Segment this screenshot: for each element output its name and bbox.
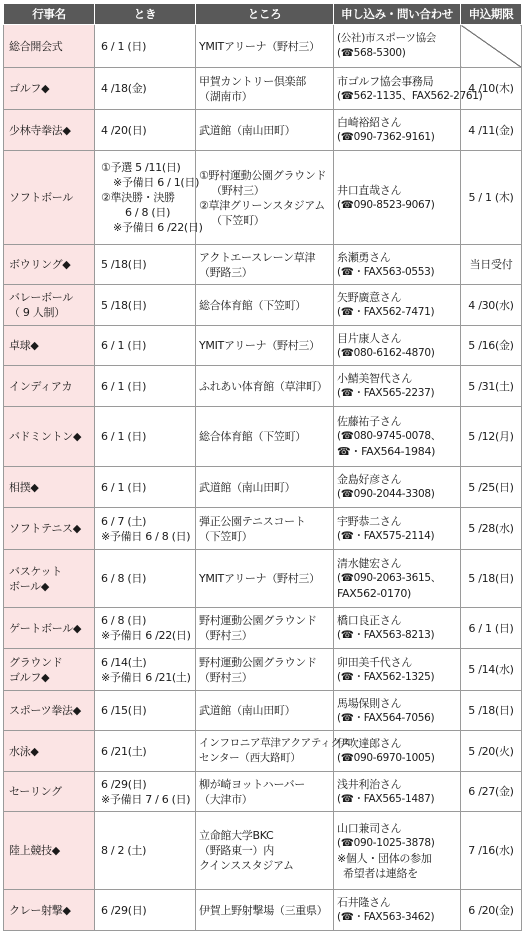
date-cell <box>95 467 196 508</box>
date-cell-line: 6 /29(日) <box>101 903 147 917</box>
event-name-cell <box>4 508 95 550</box>
deadline-cell <box>461 151 522 245</box>
contact-cell <box>334 550 461 608</box>
date-cell-line: ※予備日 6 /22(日) <box>101 629 191 642</box>
table-row <box>4 151 522 245</box>
deadline-cell-line: 5 /12(月) <box>468 430 514 443</box>
event-name-cell-line: 総合開会式 <box>9 39 63 53</box>
contact-cell-line: (☎080-6162-4870) <box>337 346 435 359</box>
date-cell <box>95 151 203 245</box>
place-cell <box>196 407 334 467</box>
date-cell-line: 8 / 2 (土) <box>101 844 147 857</box>
contact-cell-line: 糸瀬勇さん <box>337 250 391 264</box>
place-cell-line: （野路三） <box>199 265 253 279</box>
event-name-cell-line: ボウリング◆ <box>9 258 71 271</box>
contact-cell <box>334 25 461 68</box>
date-cell-line: ①予選 5 /11(日) <box>101 161 181 174</box>
place-cell <box>196 326 334 366</box>
contact-cell-line: 小鯖美智代さん <box>337 372 412 385</box>
date-cell-line: 6 / 7 (土) <box>101 514 147 528</box>
contact-cell-line: (☎・FAX563-0553) <box>337 265 435 278</box>
table-body <box>4 25 522 931</box>
deadline-cell <box>461 285 522 326</box>
place-cell-line: クインススタジアム <box>199 859 294 872</box>
table-row <box>4 691 522 731</box>
deadline-cell-line: 当日受付 <box>469 258 513 271</box>
contact-cell-line: (☎090-2044-3308) <box>337 488 435 500</box>
header-place: ところ <box>196 4 334 25</box>
place-cell <box>196 245 334 285</box>
table-row <box>4 890 522 931</box>
contact-cell <box>334 245 461 285</box>
table-row <box>4 772 522 812</box>
contact-cell <box>334 68 483 110</box>
event-name-cell <box>4 25 95 68</box>
place-cell-line: YMITアリーナ（野村三） <box>199 39 320 53</box>
event-name-cell-line: （ 9 人制） <box>9 306 65 319</box>
place-cell-line: 武道館（南山田町） <box>199 480 296 494</box>
date-cell <box>95 691 196 731</box>
deadline-cell-line: 4 /11(金) <box>468 123 514 137</box>
date-cell-line: ②準決勝・決勝 <box>101 191 175 204</box>
event-name-cell-line: 少林寺拳法◆ <box>9 123 71 137</box>
date-cell-line: 6 / 8 (日) <box>125 206 171 219</box>
deadline-cell <box>461 731 522 772</box>
contact-cell-line: ※個人・団体の参加 <box>337 851 432 865</box>
contact-cell-line: 佐藤祐子さん <box>337 415 402 428</box>
event-name-cell <box>4 772 95 812</box>
table-row <box>4 245 522 285</box>
deadline-cell <box>461 68 522 110</box>
date-cell <box>95 812 196 890</box>
date-cell-line: 5 /18(日) <box>101 298 147 312</box>
table-row <box>4 25 522 68</box>
date-cell <box>95 326 196 366</box>
deadline-cell <box>461 550 522 608</box>
date-cell <box>95 25 196 68</box>
table-row <box>4 110 522 151</box>
deadline-cell <box>461 110 522 151</box>
event-schedule <box>3 3 521 931</box>
deadline-cell-line: 4 /10(木) <box>468 82 514 95</box>
event-name-cell <box>4 366 95 407</box>
place-cell <box>196 110 334 151</box>
event-name-cell <box>4 245 95 285</box>
place-cell-line: 柳が崎ヨットハーバー <box>199 777 306 791</box>
deadline-cell-line: 6 /27(金) <box>468 785 514 798</box>
deadline-cell <box>461 25 522 68</box>
contact-cell-line: (☎・FAX563-8213) <box>337 629 435 641</box>
table-row <box>4 467 522 508</box>
date-cell-line: 6 / 1 (日) <box>101 480 147 494</box>
date-cell-line: 5 /18(日) <box>101 258 147 271</box>
deadline-cell-line: 5 /28(水) <box>468 522 514 535</box>
contact-cell <box>334 731 461 772</box>
event-name-cell-line: ボール◆ <box>9 579 50 593</box>
date-cell <box>95 245 196 285</box>
deadline-cell-line: 5 /18(日) <box>468 572 514 585</box>
date-cell-line: 6 / 1 (日) <box>101 379 147 393</box>
event-name-cell-line: ソフトボール <box>9 191 73 204</box>
deadline-cell <box>461 691 522 731</box>
place-cell-line: （湖南市） <box>199 89 253 103</box>
place-cell-line: ふれあい体育館（草津町） <box>199 379 328 393</box>
date-cell-line: ※予備日 7 / 6 (日) <box>101 792 191 806</box>
date-cell-line: ※予備日 6 / 1(日) <box>113 176 200 189</box>
event-name-cell-line: 相撲◆ <box>9 480 39 494</box>
date-cell-line: 4 /20(日) <box>101 123 147 137</box>
date-cell <box>95 731 196 772</box>
date-cell-line: 6 / 8 (日) <box>101 572 147 585</box>
place-cell-line: （下笠町） <box>199 529 253 543</box>
date-cell-line: 6 /21(土) <box>101 744 147 758</box>
place-cell <box>196 608 334 649</box>
place-cell <box>196 508 334 550</box>
deadline-cell-line: 6 /20(金) <box>468 903 514 917</box>
place-cell <box>196 285 334 326</box>
date-cell-line: 6 / 1 (日) <box>101 430 147 443</box>
header-deadline: 申込期限 <box>461 4 522 25</box>
contact-cell-line: 宇野恭二さん <box>337 514 402 528</box>
date-cell-line: ※予備日 6 /21(土) <box>101 670 191 684</box>
contact-cell <box>334 812 461 890</box>
event-name-cell-line: ゴルフ◆ <box>9 670 50 684</box>
table-row <box>4 731 522 772</box>
table-row <box>4 407 522 467</box>
date-cell-line: 6 / 8 (日) <box>101 614 147 627</box>
date-cell <box>95 407 196 467</box>
event-name-cell <box>4 649 95 691</box>
place-cell <box>196 731 351 772</box>
contact-cell-line: 伊吹達郎さん <box>337 737 402 750</box>
contact-cell-line: 市ゴルフ協会事務局 <box>337 74 434 88</box>
event-name-cell <box>4 812 95 890</box>
deadline-cell <box>461 245 522 285</box>
contact-cell-line: (☎090-6970-1005) <box>337 752 435 764</box>
event-name-cell-line: バレーボール <box>9 291 73 304</box>
deadline-cell-line: 5 /25(日) <box>468 480 514 494</box>
place-cell-line: 野村運動公園グラウンド <box>199 655 317 669</box>
deadline-cell <box>461 890 522 931</box>
table-row <box>4 68 522 110</box>
contact-cell <box>334 890 461 931</box>
place-cell <box>196 772 334 812</box>
deadline-cell-line: 5 /14(水) <box>468 663 514 676</box>
date-cell-line: 6 /14(土) <box>101 655 147 669</box>
contact-cell-line: 矢野廣意さん <box>337 291 402 304</box>
contact-cell <box>334 110 461 151</box>
event-name-cell-line: ゴルフ◆ <box>9 82 50 95</box>
place-cell-line: 総合体育館（下笠町） <box>199 430 306 443</box>
contact-cell-line: 山口兼司さん <box>337 821 402 835</box>
date-cell <box>95 508 196 550</box>
event-name-cell-line: ソフトテニス◆ <box>9 522 81 535</box>
table-header-row <box>4 4 522 25</box>
event-name-cell-line: 水泳◆ <box>9 744 39 758</box>
table-row <box>4 285 522 326</box>
event-name-cell <box>4 110 95 151</box>
table-row <box>4 649 522 691</box>
place-cell-line: 甲賀カントリー倶楽部 <box>199 74 306 88</box>
event-name-cell-line: バスケット <box>9 564 62 578</box>
event-name-cell-line: ゲートボール◆ <box>9 621 82 635</box>
deadline-cell-line: 5 /31(土) <box>468 379 514 393</box>
header-contact: 申し込み・問い合わせ <box>334 4 461 25</box>
contact-cell-line: 清水健宏さん <box>337 557 402 570</box>
place-cell <box>196 25 334 68</box>
date-cell <box>95 550 196 608</box>
event-name-cell-line: インディアカ <box>9 379 73 393</box>
contact-cell-line: 金島好彦さん <box>337 473 402 486</box>
contact-cell-line: (☎562-1135、FAX562-2761) <box>337 89 483 102</box>
place-cell <box>196 890 334 931</box>
event-name-cell <box>4 691 95 731</box>
deadline-cell <box>461 407 522 467</box>
event-name-cell-line: スポーツ拳法◆ <box>9 704 81 717</box>
deadline-cell <box>461 772 522 812</box>
event-name-cell <box>4 151 95 245</box>
place-cell-line: インフロニア草津アクアティクス <box>199 737 351 749</box>
deadline-cell-line: 5 /18(日) <box>468 704 514 717</box>
place-cell-line: （野村三） <box>211 183 265 197</box>
deadline-cell <box>461 508 522 550</box>
event-name-cell <box>4 890 95 931</box>
deadline-cell <box>461 326 522 366</box>
contact-cell-line: 浅井利治さん <box>337 777 402 791</box>
date-cell <box>95 110 196 151</box>
date-cell <box>95 366 196 407</box>
contact-cell-line: (☎090-2063-3615、 <box>337 572 441 584</box>
contact-cell-line: 石井隆さん <box>337 896 391 909</box>
place-cell-line: 弾正公園テニスコート <box>199 514 306 528</box>
place-cell-line: ②草津グリーンスタジアム <box>199 198 325 212</box>
contact-cell <box>334 691 461 731</box>
place-cell-line: 野村運動公園グラウンド <box>199 614 317 627</box>
deadline-cell <box>461 608 522 649</box>
place-cell <box>196 366 334 407</box>
place-cell-line: 武道館（南山田町） <box>199 123 296 137</box>
contact-cell-line: (☎・FAX565-1487) <box>337 792 435 805</box>
place-cell-line: 立命館大学BKC <box>199 829 274 842</box>
date-cell <box>95 68 196 110</box>
deadline-cell-line: 6 / 1 (日) <box>468 621 514 635</box>
event-name-cell <box>4 550 95 608</box>
place-cell-line: （野路東一）内 <box>199 844 274 857</box>
date-cell <box>95 649 196 691</box>
contact-cell <box>334 151 461 245</box>
deadline-cell-line: 4 /30(水) <box>468 298 514 312</box>
date-cell-line: 6 / 1 (日) <box>101 39 147 53</box>
contact-cell-line: (☎・FAX575-2114) <box>337 529 435 542</box>
contact-cell <box>334 285 461 326</box>
deadline-cell <box>461 467 522 508</box>
date-cell-line: ※予備日 6 /22(日) <box>113 221 203 234</box>
contact-cell-line: (☎・FAX565-2237) <box>337 387 435 399</box>
contact-cell-line: 橋口良正さん <box>337 614 402 627</box>
place-cell-line: センター（西大路町） <box>199 752 301 764</box>
table-row <box>4 508 522 550</box>
contact-cell-line: (☎・FAX562-1325) <box>337 670 435 683</box>
contact-cell-line: (☎080-9745-0078、 <box>337 430 441 442</box>
place-cell <box>196 691 334 731</box>
place-cell-line: （野村三） <box>199 629 253 642</box>
date-cell-line: 6 /15(日) <box>101 704 147 717</box>
event-name-cell-line: 陸上競技◆ <box>9 844 60 857</box>
contact-cell-line: ☎・FAX564-1984) <box>337 445 436 458</box>
date-cell <box>95 890 196 931</box>
place-cell-line: （野村三） <box>199 670 253 684</box>
deadline-cell-line: 5 /20(火) <box>468 744 514 758</box>
contact-cell-line: 卯田美千代さん <box>337 655 412 669</box>
contact-cell <box>334 326 461 366</box>
contact-cell-line: (☎090-8523-9067) <box>337 198 435 211</box>
contact-cell-line: 目片康人さん <box>337 331 402 345</box>
event-name-cell-line: クレー射撃◆ <box>9 903 71 917</box>
date-cell-line: ※予備日 6 / 8 (日) <box>101 529 191 543</box>
contact-cell <box>334 608 461 649</box>
place-cell-line: ①野村運動公園グラウンド <box>199 168 327 182</box>
contact-cell-line: FAX562-0170) <box>337 587 412 600</box>
contact-cell-line: 希望者は連絡を <box>343 866 418 880</box>
place-cell <box>196 649 334 691</box>
header-event-name: 行事名 <box>4 4 95 25</box>
deadline-cell-line: 5 / 1 (木) <box>468 191 514 204</box>
event-name-cell <box>4 326 95 366</box>
place-cell <box>196 467 334 508</box>
place-cell-line: 伊賀上野射撃場（三重県） <box>199 903 328 917</box>
contact-cell <box>334 467 461 508</box>
place-cell-line: 武道館（南山田町） <box>199 704 296 717</box>
place-cell-line: YMITアリーナ（野村三） <box>199 572 320 585</box>
contact-cell-line: (☎・FAX563-3462) <box>337 911 435 923</box>
deadline-cell-line: 7 /16(水) <box>468 844 514 857</box>
contact-cell <box>334 407 461 467</box>
contact-cell <box>334 649 461 691</box>
date-cell-line: 6 /29(日) <box>101 777 147 791</box>
place-cell-line: （大津市） <box>199 792 253 806</box>
contact-cell-line: (☎090-7362-9161) <box>337 131 435 143</box>
deadline-cell-line: 5 /16(金) <box>468 339 514 352</box>
place-cell <box>196 550 334 608</box>
event-name-cell-line: グラウンド <box>9 655 63 669</box>
date-cell <box>95 772 196 812</box>
table-row <box>4 812 522 890</box>
table-row <box>4 608 522 649</box>
contact-cell-line: (公社)市スポーツ協会 <box>337 32 436 44</box>
event-name-cell <box>4 608 95 649</box>
contact-cell-line: (☎・FAX562-7471) <box>337 306 435 318</box>
contact-cell <box>334 772 461 812</box>
place-cell-line: YMITアリーナ（野村三） <box>199 339 320 352</box>
deadline-cell <box>461 649 522 691</box>
date-cell-line: 6 / 1 (日) <box>101 339 147 352</box>
contact-cell-line: 白崎裕紹さん <box>337 116 402 129</box>
date-cell <box>95 608 196 649</box>
event-name-cell-line: 卓球◆ <box>9 339 39 352</box>
contact-cell-line: (☎090-1025-3878) <box>337 836 435 849</box>
header-date: とき <box>95 4 196 25</box>
place-cell <box>196 812 334 890</box>
table-row <box>4 550 522 608</box>
contact-cell-line: 馬場保則さん <box>337 696 402 710</box>
event-name-cell-line: バドミントン◆ <box>9 430 82 443</box>
event-name-cell <box>4 407 95 467</box>
event-name-cell <box>4 68 95 110</box>
contact-cell-line: (☎・FAX564-7056) <box>337 711 435 724</box>
event-name-cell <box>4 731 95 772</box>
contact-cell-line: (☎568-5300) <box>337 47 406 59</box>
contact-cell <box>334 366 461 407</box>
place-cell-line: 総合体育館（下笠町） <box>199 298 306 312</box>
event-name-cell <box>4 467 95 508</box>
place-cell-line: （下笠町） <box>211 213 265 227</box>
deadline-cell <box>461 366 522 407</box>
contact-cell-line: 井口直哉さん <box>337 183 402 197</box>
place-cell-line: アクトエースレーン草津 <box>199 250 316 264</box>
contact-cell <box>334 508 461 550</box>
deadline-cell <box>461 812 522 890</box>
date-cell-line: 4 /18(金) <box>101 82 147 95</box>
table-row <box>4 326 522 366</box>
place-cell <box>196 68 334 110</box>
table-row <box>4 366 522 407</box>
place-cell <box>196 151 334 245</box>
event-name-cell-line: セーリング <box>9 785 62 798</box>
date-cell <box>95 285 196 326</box>
event-table <box>3 3 522 931</box>
event-name-cell <box>4 285 95 326</box>
